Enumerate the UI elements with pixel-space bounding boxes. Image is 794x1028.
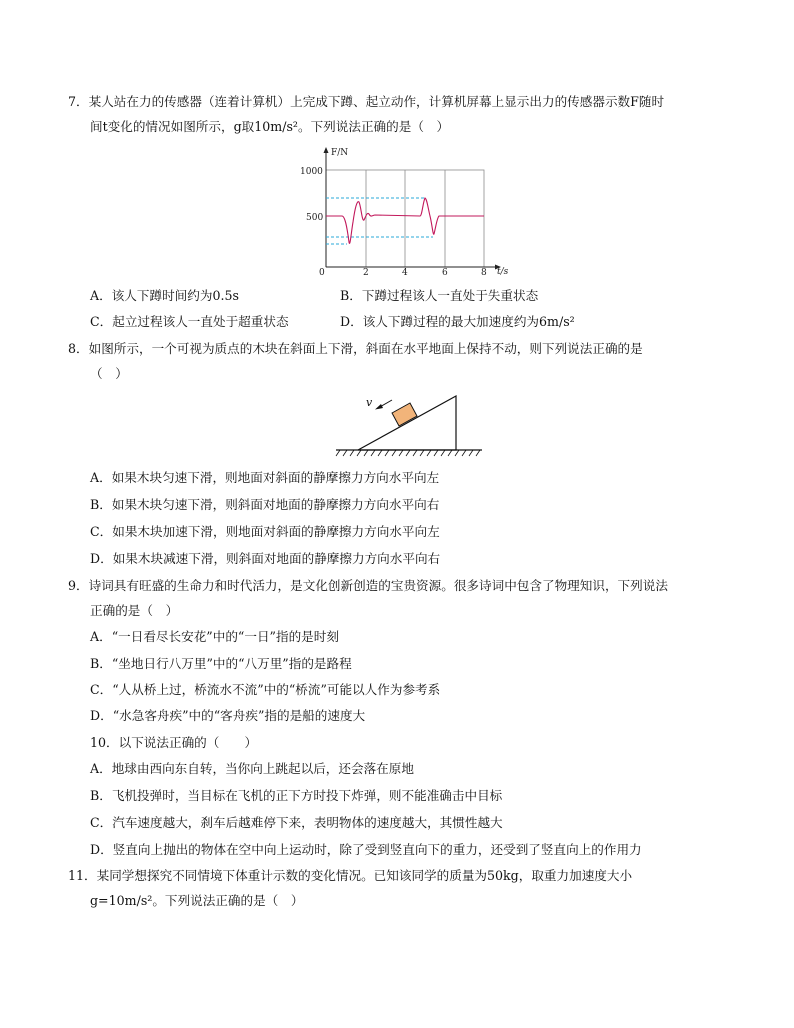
q8-option-a: A．如果木块匀速下滑，则地面对斜面的静摩擦力方向水平向左 [90,470,440,485]
q9-option-a: A．“一日看尽长安花”中的“一日”指的是时刻 [90,629,339,644]
xtick-0: 0 [319,268,325,278]
velocity-label: v [366,396,373,409]
q9-stem-line1: 9．诗词具有旺盛的生命力和时代活力，是文化创新创造的宝贵资源。很多诗词中包含了物理知识，下列说法 [68,578,668,593]
q9-stem-line2: 正确的是（ ） [90,603,179,618]
xtick-6: 6 [442,268,448,278]
q10-option-b: B．飞机投弹时，当目标在飞机的正下方时投下炸弹，则不能准确击中目标 [90,788,503,803]
xtick-2: 2 [363,268,369,278]
xtick-8: 8 [481,268,487,278]
q8-option-c: C．如果木块加速下滑，则地面对斜面的静摩擦力方向水平向左 [90,524,440,539]
q7-option-d: D．该人下蹲过程的最大加速度约为6m/s² [340,314,575,329]
q8-stem-line1: 8．如图所示，一个可视为质点的木块在斜面上下滑，斜面在水平地面上保持不动，则下列说法正确的是 [68,341,643,356]
q10-stem: 10．以下说法正确的（ ） [90,735,258,750]
ground-hatching [336,450,480,456]
q8-option-b: B．如果木块匀速下滑，则斜面对地面的静摩擦力方向水平向右 [90,497,440,512]
q11-stem-line2: g=10m/s²。下列说法正确的是（ ） [90,893,304,908]
q11-stem-line1: 11．某同学想探究不同情境下体重计示数的变化情况。已知该同学的质量为50kg，取重力加速度大小 [68,868,633,883]
y-axis-arrow [324,147,329,153]
q9-option-d: D．“水急客舟疾”中的“客舟疾”指的是船的速度大 [90,708,366,723]
q8-stem-line2: （ ） [90,366,128,381]
q10-option-d: D．竖直向上抛出的物体在空中向上运动时，除了受到竖直向下的重力，还受到了竖直向上的作用力 [90,842,642,857]
ytick-1000: 1000 [300,167,323,177]
ytick-500: 500 [306,213,324,223]
wooden-block [392,403,417,426]
q8-option-d: D．如果木块减速下滑，则斜面对地面的静摩擦力方向水平向右 [90,551,441,566]
graph-grid [326,170,484,267]
q7-option-c: C．起立过程该人一直处于超重状态 [90,314,289,329]
q7-stem-line2: 间t变化的情况如图所示，g取10m/s²。下列说法正确的是（ ） [90,119,450,134]
y-axis-label: F/N [331,148,349,158]
q10-option-c: C．汽车速度越大，刹车后越难停下来，表明物体的速度越大，其惯性越大 [90,815,503,830]
force-time-graph [298,142,518,278]
q7-option-b: B．下蹲过程该人一直处于失重状态 [340,288,539,303]
q7-stem-line1: 7．某人站在力的传感器（连着计算机）上完成下蹲、起立动作，计算机屏幕上显示出力的传感器示数F随时 [68,94,665,109]
q9-option-c: C．“人从桥上过，桥流水不流”中的“桥流”可能以人作为参考系 [90,682,441,697]
q9-option-b: B．“坐地日行八万里”中的“八万里”指的是路程 [90,656,352,671]
q10-option-a: A．地球由西向东自转，当你向上跳起以后，还会落在原地 [90,761,414,776]
reference-lines [326,198,433,244]
incline-diagram [330,388,490,462]
xtick-4: 4 [402,268,408,278]
x-axis-label: t/s [497,267,509,277]
q7-option-a: A．该人下蹲时间约为0.5s [90,288,239,303]
velocity-arrowhead [375,404,383,410]
